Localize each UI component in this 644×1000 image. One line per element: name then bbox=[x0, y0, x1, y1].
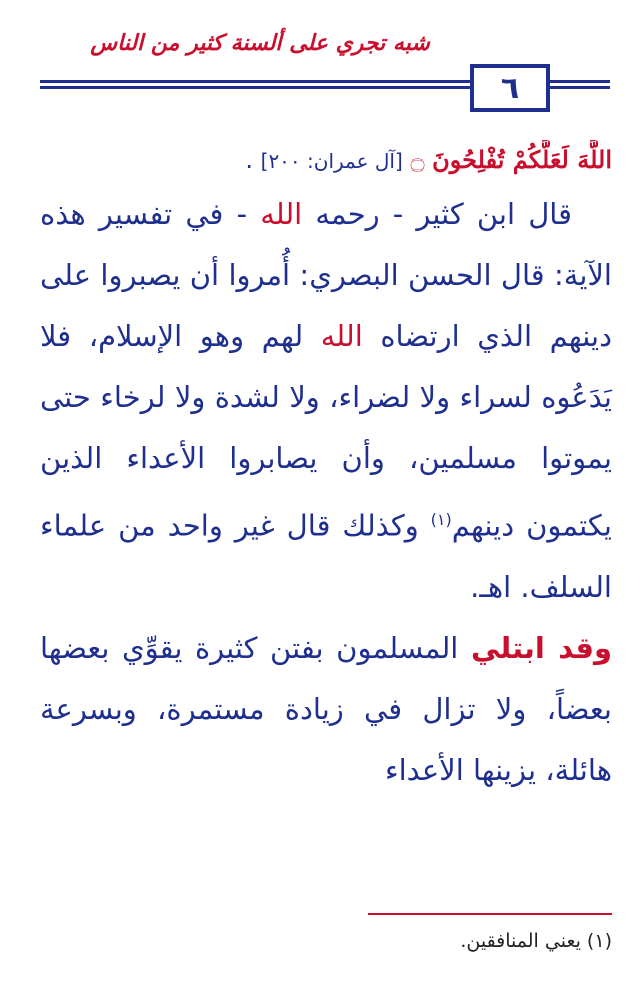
para1-text-1: قال ابن كثير - رحمه bbox=[302, 197, 572, 231]
para1-text-3: لهم وهو الإسلام، فلا يَدَعُوه لسراء ولا لضراء، ولا لشدة ولا لرخاء حتى يموتوا مسلمين، وأن يصابروا الأعداء الذين يكتمون دينهم bbox=[40, 319, 612, 543]
quran-verse-line bbox=[40, 140, 612, 184]
allah-word-2: الله bbox=[320, 319, 363, 353]
footnote-marker: (١) bbox=[430, 510, 452, 529]
paragraph-trials bbox=[40, 618, 612, 801]
paragraph-ibn-kathir bbox=[40, 184, 612, 618]
quran-verse-text: اللَّهَ لَعَلَّكُمْ تُفْلِحُونَ bbox=[432, 145, 612, 174]
footnote: (١) يعني المنافقين. bbox=[460, 930, 612, 952]
allah-word-1: الله bbox=[260, 197, 303, 231]
para2-lead-phrase: وقد ابتلي bbox=[470, 630, 612, 665]
footnote-separator bbox=[368, 913, 612, 915]
para2-text: المسلمون بفتن كثيرة يقوِّي بعضها بعضاً، ولا تزال في زيادة مستمرة، وبسرعة هائلة، يزينها الأعداء bbox=[40, 630, 612, 787]
page-number: ٦ bbox=[500, 70, 520, 106]
verse-end-punct: . bbox=[245, 146, 253, 174]
page-number-box bbox=[470, 64, 550, 112]
running-header-title: شبه تجري على ألسنة كثير من الناس bbox=[90, 30, 430, 56]
page-body bbox=[40, 140, 612, 801]
verse-reference: [آل عمران: ٢٠٠] bbox=[260, 149, 403, 173]
para1-text-2: - في تفسير هذه الآية: قال الحسن البصري: أُمروا أن يصبروا على دينهم الذي ارتضاه bbox=[40, 197, 613, 353]
para1-text-4: وكذلك قال غير واحد من علماء السلف. اهـ. bbox=[40, 508, 612, 604]
verse-end-ornament: ۝ bbox=[410, 146, 425, 174]
